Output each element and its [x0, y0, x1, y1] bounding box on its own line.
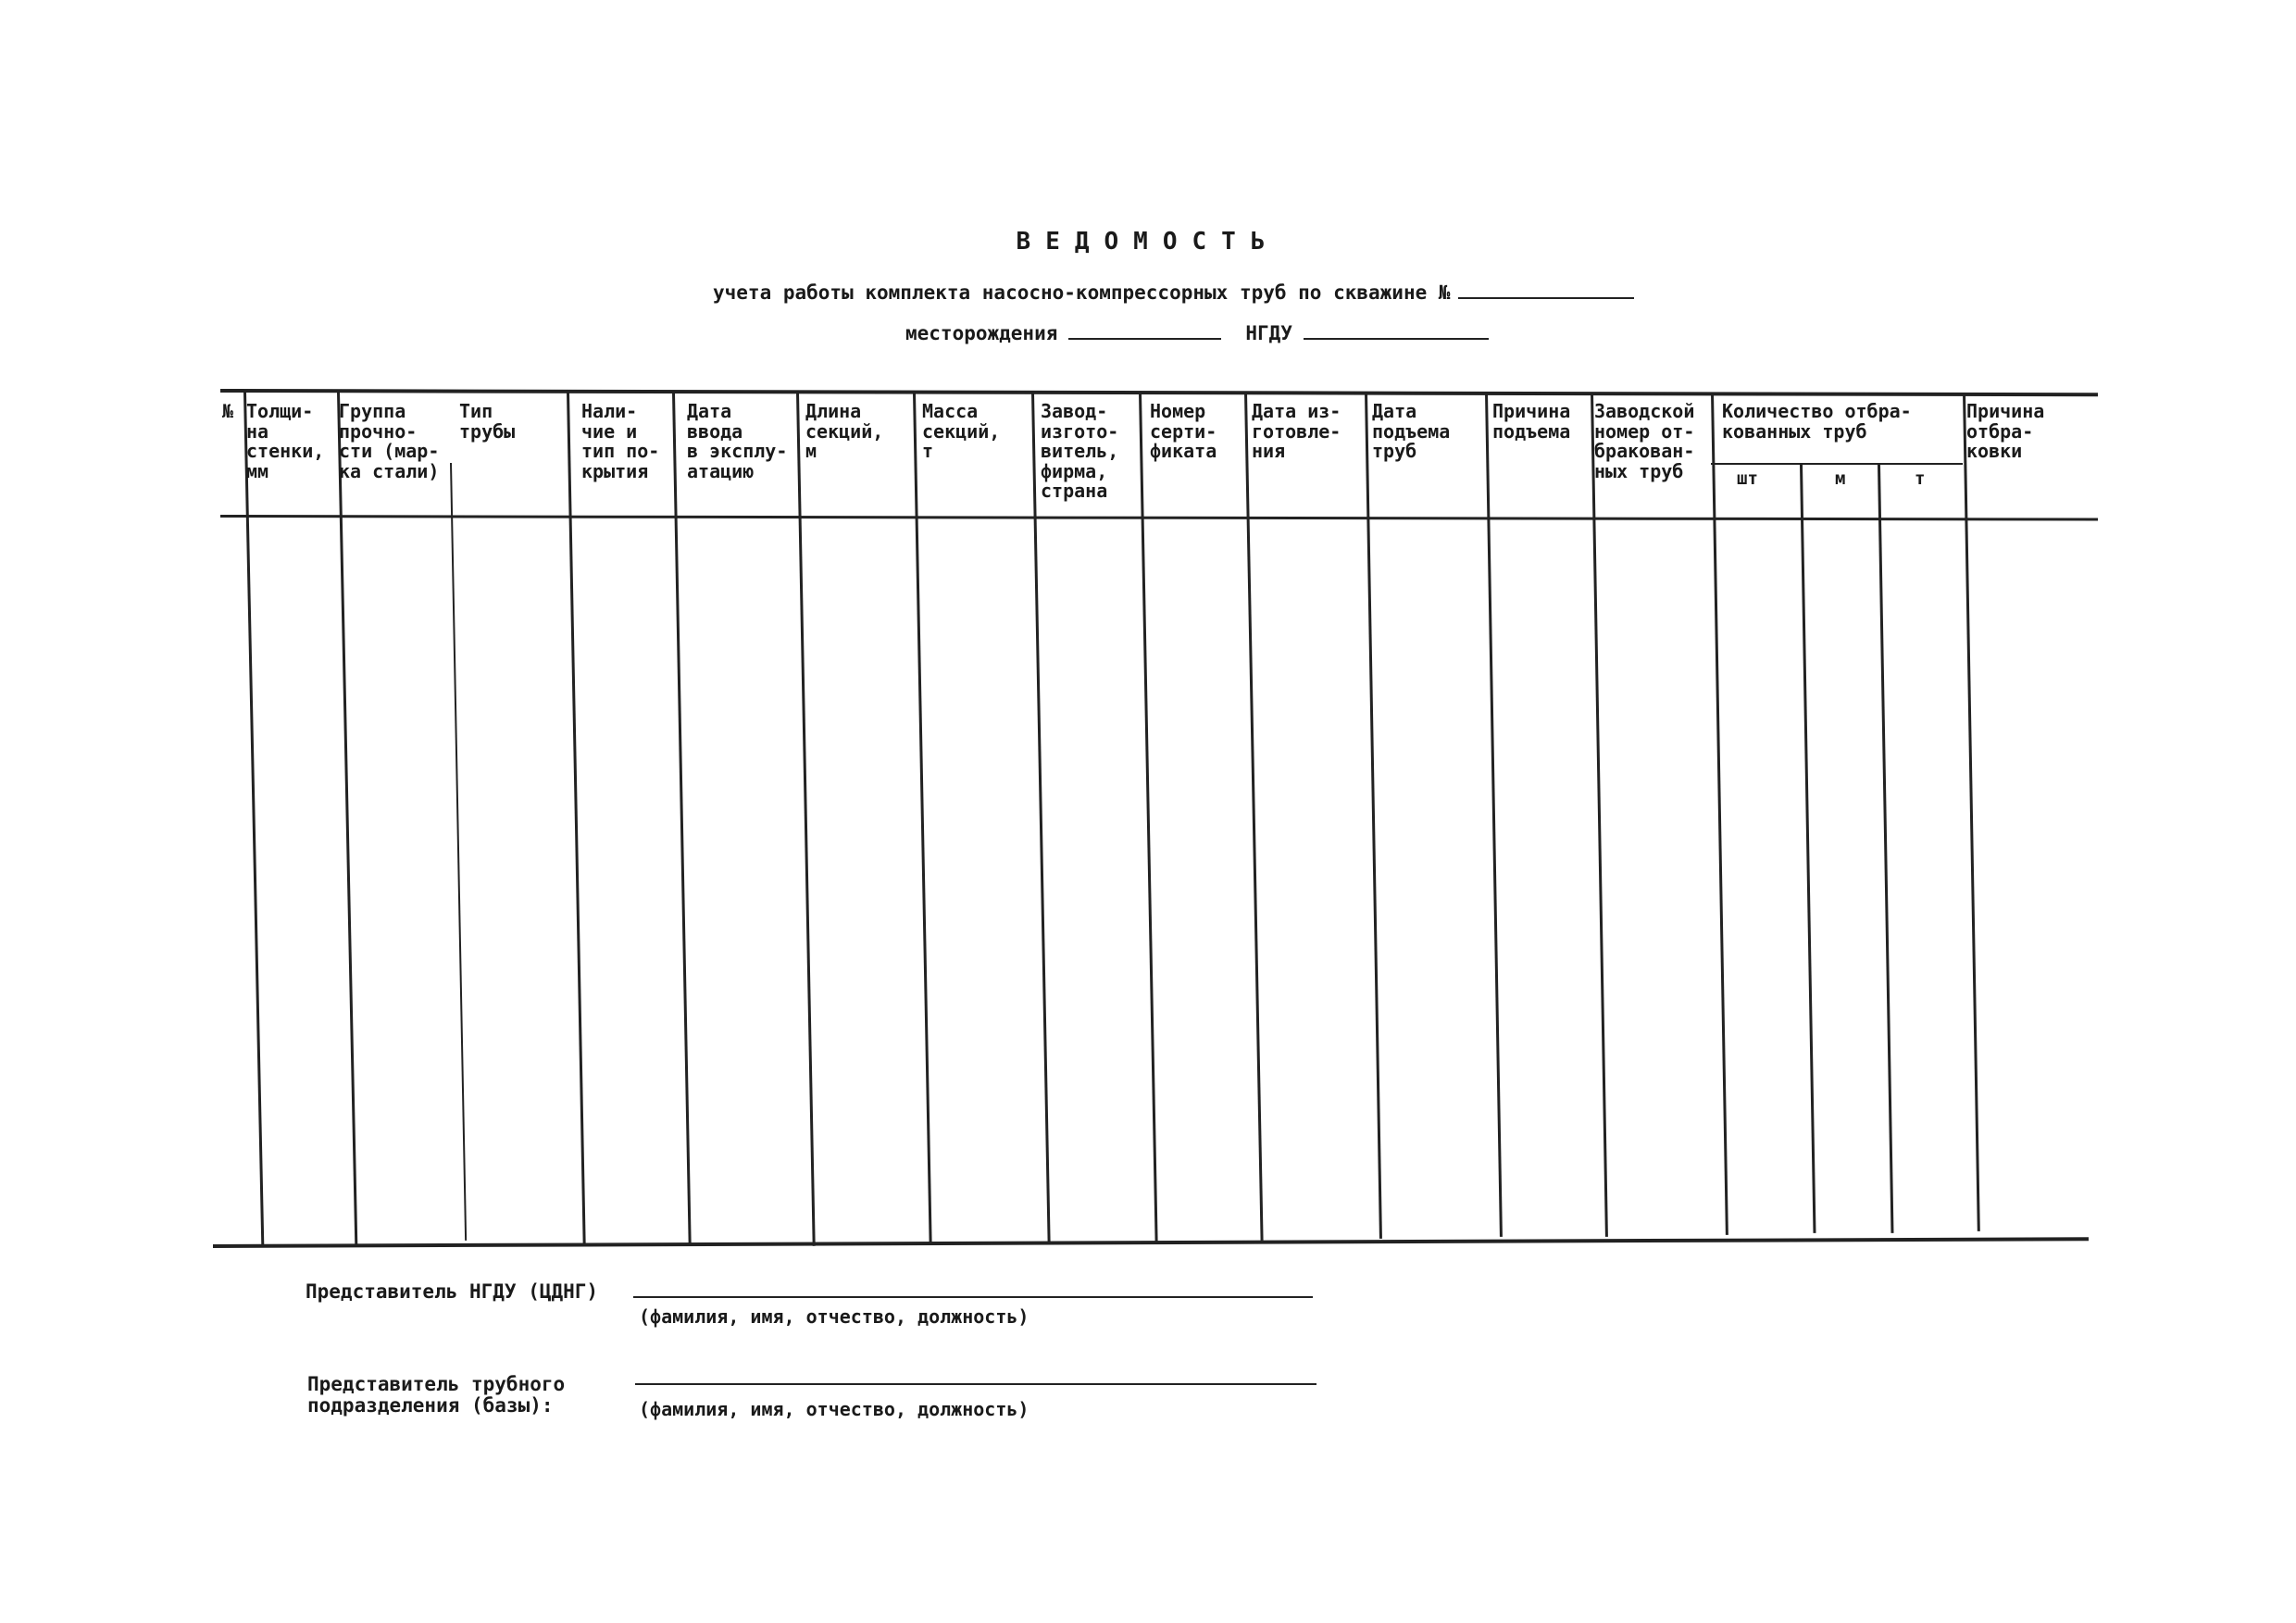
column-divider [1139, 393, 1158, 1242]
table-header-rule [220, 515, 2098, 521]
column-divider [913, 393, 932, 1244]
column-divider [672, 393, 692, 1246]
col-header-strength-group: Группа прочно- сти (мар- ка стали) [339, 400, 440, 482]
column-divider [796, 393, 816, 1246]
column-divider [243, 393, 264, 1246]
col-header-manufacturer: Завод- изгото- витель, фирма, страна [1041, 400, 1119, 503]
col-header-section-length: Длина секций, м [805, 400, 884, 463]
col-header-certificate: Номер серти- фиката [1150, 400, 1217, 463]
column-divider [337, 393, 357, 1246]
rep2-signature-line[interactable] [635, 1383, 1316, 1385]
column-divider [1800, 465, 1816, 1233]
subcol-header-tons: т [1915, 468, 1926, 489]
subheader-rule [1711, 463, 1963, 465]
col-header-number: № [222, 400, 234, 422]
col-header-rejection-reason: Причина отбра- ковки [1966, 400, 2045, 463]
col-header-section-mass: Масса секций, т [922, 400, 1001, 463]
subtitle-text: учета работы комплекта насосно-компрессорных труб по скважине № [713, 281, 1451, 304]
subcol-header-pieces: шт [1737, 468, 1758, 489]
table-top-rule [220, 389, 2098, 396]
col-header-lifting-reason: Причина подъема [1492, 400, 1571, 443]
col-header-coating: Нали- чие и тип по- крытия [581, 400, 660, 482]
rep2-hint: (фамилия, имя, отчество, должность) [639, 1398, 1029, 1420]
rep1-signature-line[interactable] [633, 1296, 1313, 1298]
rep2-label: Представитель трубного подразделения (базы): [307, 1373, 566, 1417]
column-divider [1244, 393, 1264, 1241]
col-header-serial-number: Заводской номер от- бракован- ных труб [1594, 400, 1695, 482]
rep1-hint: (фамилия, имя, отчество, должность) [639, 1305, 1029, 1328]
col-header-pipe-type: Тип трубы [459, 400, 516, 443]
column-divider [450, 463, 467, 1241]
column-divider [567, 393, 586, 1246]
col-header-manufacture-date: Дата из- готовле- ния [1252, 400, 1341, 463]
deposit-label: месторождения [905, 322, 1058, 344]
subcol-header-meters: м [1835, 468, 1846, 489]
col-header-wall-thickness: Толщи- на стенки, мм [246, 400, 325, 482]
col-header-lifting-date: Дата подъема труб [1372, 400, 1451, 463]
column-divider [1878, 465, 1893, 1233]
column-divider [1031, 393, 1051, 1242]
ngdu-label: НГДУ [1245, 322, 1292, 344]
col-header-rejected-count: Количество отбра- кованных труб [1722, 400, 1912, 443]
table-bottom-rule [213, 1237, 2089, 1248]
col-header-commissioning-date: Дата ввода в эксплу- атацию [687, 400, 788, 482]
document-title: ВЕДОМОСТЬ [1016, 228, 1280, 256]
rep1-label: Представитель НГДУ (ЦДНГ) [306, 1280, 599, 1303]
